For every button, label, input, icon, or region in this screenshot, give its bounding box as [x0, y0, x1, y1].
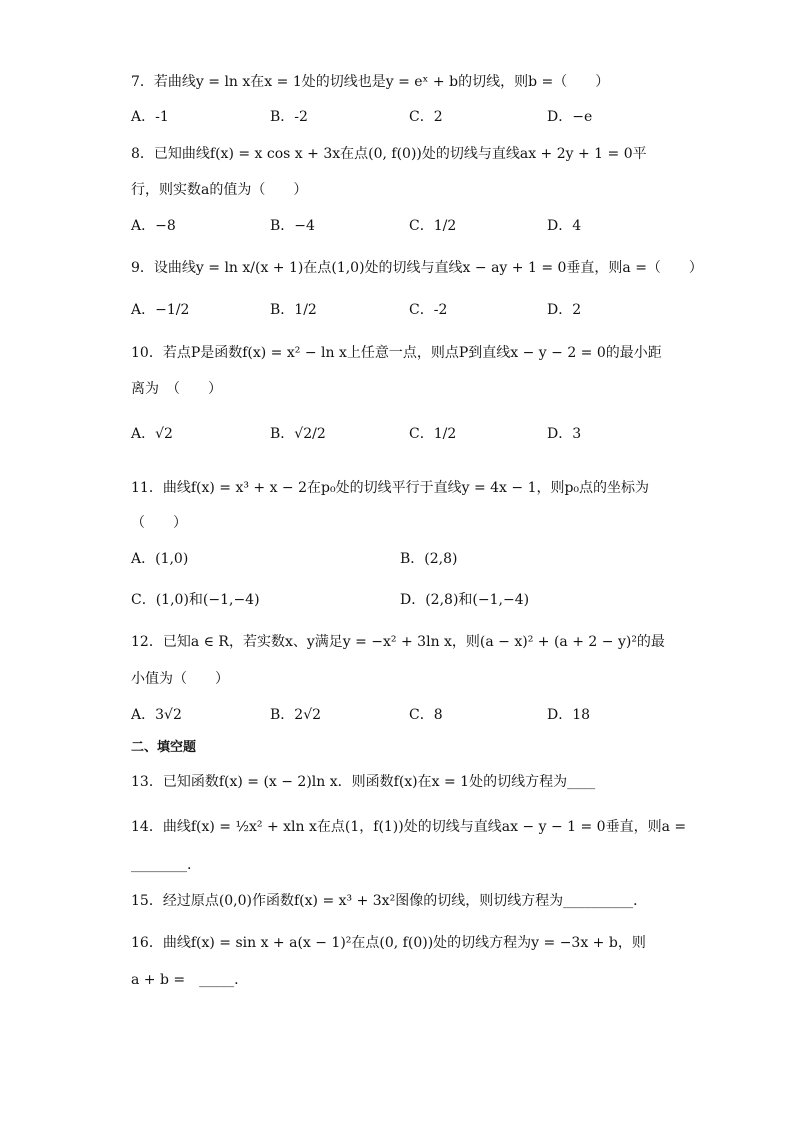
q9-option-c: C．-2 [409, 302, 448, 318]
q10-stem-line2: 离为 （ ） [131, 381, 222, 397]
q16-stem-line1: 16．曲线f(x) = sin x + a(x − 1)²在点(0, f(0))处的切线方程为y = −3x + b，则 [131, 935, 646, 951]
q12-option-d: D．18 [547, 707, 591, 723]
q12-stem-line2: 小值为（ ） [131, 671, 229, 687]
q15-stem: 15．经过原点(0,0)作函数f(x) = x³ + 3x²图像的切线，则切线方程为__________． [131, 893, 648, 909]
q9-option-d: D．2 [547, 302, 582, 318]
q13-stem: 13．已知函数f(x) = (x − 2)ln x．则函数f(x)在x = 1处的切线方程为____ [131, 774, 596, 790]
q9-option-b: B．1/2 [270, 302, 317, 318]
q14-stem-line2: ________. [131, 857, 192, 873]
q11-option-c: C．(1,0)和(−1,−4) [131, 592, 260, 608]
q14-stem-line1: 14．曲线f(x) = ½x² + xln x在点(1，f(1))处的切线与直线ax − y − 1 = 0垂直，则a = [131, 819, 687, 835]
q8-stem-line2: 行，则实数a的值为（ ） [131, 182, 308, 198]
q12-stem-line1: 12．已知a ∈ R，若实数x、y满足y = −x² + 3ln x，则(a − x)² + (a + 2 − y)²的最 [131, 634, 665, 650]
q12-option-b: B．2√2 [270, 707, 322, 723]
q16-stem-line2: a + b = _____. [131, 972, 239, 988]
q11-stem-line2: （ ） [131, 515, 187, 531]
q8-option-a: A．−8 [131, 218, 176, 234]
q7-option-a: A．-1 [131, 109, 169, 125]
q10-option-b: B．√2/2 [270, 426, 326, 442]
q8-option-c: C．1/2 [409, 218, 457, 234]
q7-option-d: D．−e [547, 109, 593, 125]
q11-option-b: B．(2,8) [400, 551, 458, 567]
q10-option-d: D．3 [547, 426, 582, 442]
q7-option-b: B．-2 [270, 109, 308, 125]
q9-stem: 9．设曲线y = ln x/(x + 1)在点(1,0)处的切线与直线x − ay + 1 = 0垂直，则a =（ ） [131, 260, 703, 276]
q10-option-a: A．√2 [131, 426, 173, 442]
q8-stem-line1: 8．已知曲线f(x) = x cos x + 3x在点(0, f(0))处的切线与直线ax + 2y + 1 = 0平 [131, 146, 647, 162]
section-title: 二、填空题 [131, 740, 197, 755]
q9-option-a: A．−1/2 [131, 302, 190, 318]
q11-stem-line1: 11．曲线f(x) = x³ + x − 2在p₀处的切线平行于直线y = 4x − 1，则p₀点的坐标为 [131, 480, 650, 496]
q8-option-d: D．4 [547, 218, 582, 234]
q11-option-a: A．(1,0) [131, 551, 189, 567]
q11-option-d: D．(2,8)和(−1,−4) [400, 592, 530, 608]
q10-option-c: C．1/2 [409, 426, 457, 442]
q7-option-c: C．2 [409, 109, 443, 125]
q7-stem: 7．若曲线y = ln x在x = 1处的切线也是y = eˣ + b的切线，则b =（ ） [131, 74, 610, 90]
q12-option-a: A．3√2 [131, 707, 182, 723]
q10-stem-line1: 10．若点P是函数f(x) = x² − ln x上任意一点，则点P到直线x − y − 2 = 0的最小距 [131, 345, 662, 361]
q8-option-b: B．−4 [270, 218, 315, 234]
q12-option-c: C．8 [409, 707, 443, 723]
